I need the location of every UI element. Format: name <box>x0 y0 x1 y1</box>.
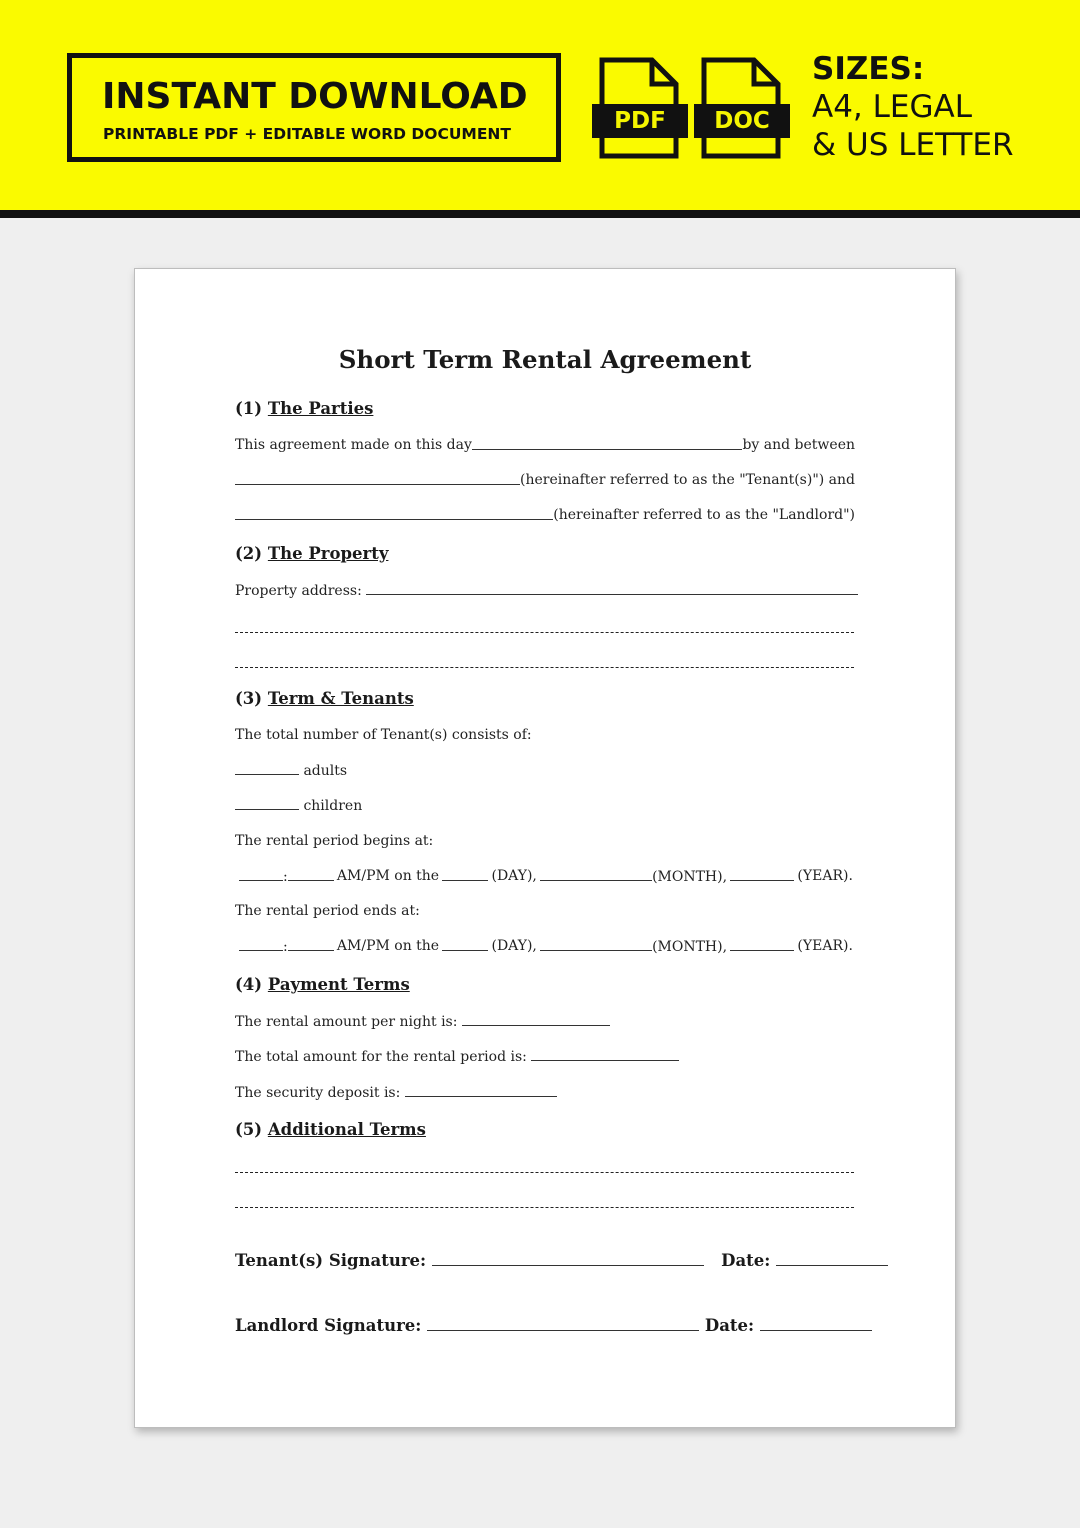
document-title: Short Term Rental Agreement <box>338 345 752 374</box>
year-text: (YEAR). <box>797 868 853 884</box>
section-number: (3) <box>235 689 263 708</box>
promo-banner <box>0 0 1080 210</box>
agreement-date-prefix: This agreement made on this day <box>235 437 472 453</box>
pdf-file-icon <box>592 57 688 159</box>
section-additional-heading <box>235 1120 426 1139</box>
total-amount-line <box>235 1046 855 1066</box>
landlord-signature-label: Landlord Signature: <box>235 1316 422 1335</box>
landlord-name-line <box>235 505 855 525</box>
additional-terms-blank-2[interactable] <box>235 1206 854 1208</box>
download-subheading: PRINTABLE PDF + EDITABLE WORD DOCUMENT <box>103 125 511 143</box>
landlord-date-blank[interactable] <box>760 1316 872 1331</box>
section-number: (1) <box>235 399 263 418</box>
tenant-name-suffix: (hereinafter referred to as the "Tenant(s)") and <box>520 472 855 488</box>
begin-minute-blank[interactable] <box>288 866 334 881</box>
sizes-info <box>812 50 1014 164</box>
children-count-blank[interactable] <box>235 795 299 810</box>
rental-ends-label: The rental period ends at: <box>235 903 420 919</box>
end-year-blank[interactable] <box>730 936 794 951</box>
deposit-line <box>235 1082 855 1102</box>
instant-download-heading: INSTANT DOWNLOAD <box>102 76 528 117</box>
landlord-name-blank[interactable] <box>235 505 553 520</box>
tenant-date-label: Date: <box>721 1251 771 1270</box>
ampm-text: AM/PM on the <box>336 938 440 954</box>
property-address-label: Property address: <box>235 583 362 599</box>
property-address-blank-2[interactable] <box>235 631 854 633</box>
rental-begins-label: The rental period begins at: <box>235 833 434 849</box>
section-number: (4) <box>235 975 263 994</box>
doc-label: DOC <box>714 108 770 134</box>
end-minute-blank[interactable] <box>288 936 334 951</box>
end-day-blank[interactable] <box>442 936 488 951</box>
additional-terms-blank-1[interactable] <box>235 1171 854 1173</box>
children-line <box>235 795 855 815</box>
landlord-date-label: Date: <box>704 1316 755 1335</box>
begin-year-blank[interactable] <box>730 866 794 881</box>
section-number: (5) <box>235 1120 263 1139</box>
tenant-name-blank[interactable] <box>235 470 520 485</box>
section-parties-heading <box>235 399 373 418</box>
rental-begins-time-line <box>239 866 853 886</box>
deposit-label: The security deposit is: <box>235 1085 401 1101</box>
agreement-date-line <box>235 435 855 455</box>
landlord-signature-line <box>235 1314 855 1338</box>
adults-label: adults <box>303 763 348 779</box>
total-amount-blank[interactable] <box>531 1046 679 1061</box>
begin-day-blank[interactable] <box>442 866 488 881</box>
section-name: Term & Tenants <box>267 689 414 708</box>
banner-divider <box>0 210 1080 218</box>
end-month-blank[interactable] <box>540 936 652 951</box>
instant-download-box <box>67 53 561 162</box>
children-label: children <box>303 798 363 814</box>
section-property-heading <box>235 544 388 563</box>
day-text: (DAY), <box>491 938 537 954</box>
year-text: (YEAR). <box>797 938 853 954</box>
tenant-signature-line <box>235 1249 855 1273</box>
property-address-blank-3[interactable] <box>235 666 854 668</box>
tenant-name-line <box>235 470 855 490</box>
sizes-heading: SIZES: <box>812 51 925 87</box>
pdf-label: PDF <box>614 108 666 134</box>
per-night-blank[interactable] <box>462 1011 610 1026</box>
doc-file-icon <box>694 57 790 159</box>
begin-hour-blank[interactable] <box>239 866 283 881</box>
per-night-line <box>235 1011 855 1031</box>
end-hour-blank[interactable] <box>239 936 283 951</box>
document-page <box>134 268 956 1428</box>
adults-count-blank[interactable] <box>235 760 299 775</box>
property-address-blank[interactable] <box>366 580 858 595</box>
section-name: Payment Terms <box>267 975 410 994</box>
section-name: The Property <box>267 544 389 563</box>
begin-month-blank[interactable] <box>540 866 652 881</box>
section-term-heading <box>235 689 414 708</box>
tenant-signature-blank[interactable] <box>432 1251 704 1266</box>
tenant-count-label: The total number of Tenant(s) consists of: <box>235 727 532 743</box>
agreement-date-blank[interactable] <box>472 435 743 450</box>
section-name: The Parties <box>267 399 374 418</box>
section-name: Additional Terms <box>267 1120 426 1139</box>
sizes-line-2: & US LETTER <box>812 127 1014 163</box>
time-colon: : <box>283 939 288 955</box>
rental-ends-time-line <box>239 936 853 956</box>
adults-line <box>235 760 855 780</box>
tenant-signature-label: Tenant(s) Signature: <box>235 1251 427 1270</box>
month-text: (MONTH), <box>652 869 728 885</box>
section-number: (2) <box>235 544 263 563</box>
landlord-signature-blank[interactable] <box>427 1316 699 1331</box>
property-address-line <box>235 580 855 600</box>
deposit-blank[interactable] <box>405 1082 557 1097</box>
section-payment-heading <box>235 975 410 994</box>
day-text: (DAY), <box>491 868 537 884</box>
agreement-date-suffix: by and between <box>742 437 855 453</box>
sizes-line-1: A4, LEGAL <box>812 89 972 125</box>
landlord-name-suffix: (hereinafter referred to as the "Landlord") <box>553 507 855 523</box>
month-text: (MONTH), <box>652 939 728 955</box>
tenant-date-blank[interactable] <box>776 1251 888 1266</box>
time-colon: : <box>283 869 288 885</box>
ampm-text: AM/PM on the <box>336 868 440 884</box>
total-amount-label: The total amount for the rental period is: <box>235 1049 527 1065</box>
per-night-label: The rental amount per night is: <box>235 1014 458 1030</box>
